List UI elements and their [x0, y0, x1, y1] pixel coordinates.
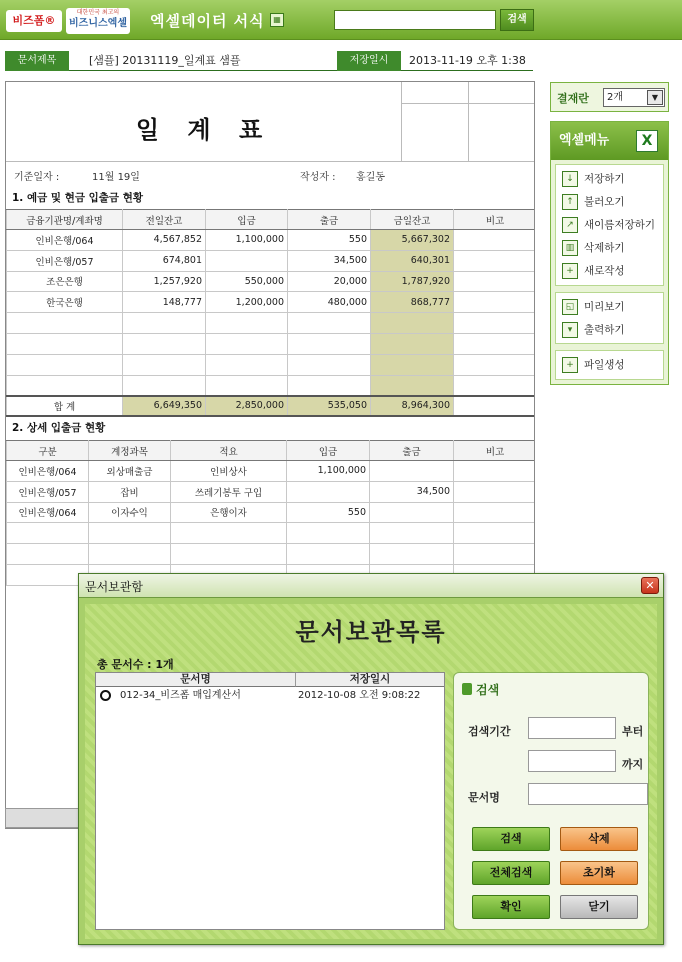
save-icon: ↓	[562, 171, 578, 187]
bizforms-logo[interactable]: 비즈폼®	[6, 10, 62, 32]
table-cell[interactable]	[7, 564, 89, 585]
menu-item-label: 새로작성	[584, 265, 625, 277]
table-row	[7, 502, 536, 523]
table-cell[interactable]	[454, 481, 536, 502]
table-cell[interactable]	[288, 313, 371, 334]
table-cell[interactable]	[206, 250, 288, 271]
search-button[interactable]: 검색	[472, 827, 550, 851]
total-cell[interactable]: 535,050	[288, 396, 371, 416]
table-cell[interactable]	[287, 481, 370, 502]
top-search-button[interactable]: 검색	[500, 9, 534, 31]
table-cell[interactable]: 1,257,920	[123, 271, 206, 292]
table-cell[interactable]: 674,801	[123, 250, 206, 271]
menu-new[interactable]	[562, 261, 625, 281]
table-row	[7, 230, 536, 251]
column-header: 입금	[206, 210, 288, 230]
dialog-title: 문서보관함	[85, 580, 143, 594]
table-cell[interactable]	[7, 333, 123, 354]
table-cell[interactable]	[7, 375, 123, 396]
menu-item-label: 파일생성	[584, 359, 625, 371]
excel-menu-title: 엑셀메뉴	[559, 133, 610, 148]
open-icon: ↑	[562, 194, 578, 210]
table-cell[interactable]	[370, 502, 454, 523]
menu-save[interactable]	[562, 169, 625, 189]
total-cell[interactable]: 합 계	[7, 396, 123, 416]
table-cell[interactable]: 5,667,302	[371, 230, 454, 251]
menu-create-file[interactable]	[562, 355, 625, 375]
deposit-table	[6, 209, 535, 417]
table-cell[interactable]	[288, 375, 371, 396]
approval-box	[550, 82, 669, 112]
doc-title-value: [샘플] 20131119_일계표 샘플	[89, 54, 241, 67]
column-header: 비고	[454, 441, 536, 461]
table-row	[7, 544, 536, 565]
table-cell[interactable]: 148,777	[123, 292, 206, 313]
reset-button[interactable]: 초기화	[560, 861, 638, 885]
section2-title: 2. 상세 입출금 현황	[12, 422, 106, 434]
document-info-bar	[5, 51, 533, 71]
document-count: 총 문서수 : 1개	[97, 658, 174, 671]
dialog-body	[85, 604, 657, 939]
create-file-icon: +	[562, 357, 578, 373]
table-cell[interactable]	[370, 461, 454, 482]
table-cell[interactable]	[7, 313, 123, 334]
table-cell[interactable]: 640,301	[371, 250, 454, 271]
app-title: 엑셀데이터 서식	[150, 12, 265, 30]
dialog-heading: 문서보관목록	[295, 618, 447, 646]
column-header: 계정과목	[89, 441, 171, 461]
table-cell[interactable]	[371, 313, 454, 334]
approval-cell	[402, 104, 469, 162]
table-cell[interactable]	[454, 333, 536, 354]
table-row	[7, 461, 536, 482]
table-cell[interactable]	[89, 544, 171, 565]
menu-group-file	[555, 164, 664, 286]
table-cell[interactable]	[454, 544, 536, 565]
menu-item-label: 미리보기	[584, 301, 625, 313]
dialog-titlebar[interactable]	[79, 574, 663, 598]
chevron-down-icon[interactable]: ▼	[647, 90, 663, 105]
table-cell[interactable]	[206, 313, 288, 334]
table-cell[interactable]	[123, 313, 206, 334]
search-panel-title	[462, 681, 499, 698]
table-cell[interactable]: 잡비	[89, 481, 171, 502]
document-list[interactable]	[95, 672, 445, 930]
bullet-icon	[462, 683, 472, 695]
document-row[interactable]	[100, 689, 440, 703]
excel-menu-header	[551, 122, 668, 160]
table-cell[interactable]	[206, 354, 288, 375]
table-row	[7, 481, 536, 502]
date-label: 기준일자 :	[14, 172, 60, 183]
excel-small-icon: ▦	[270, 13, 284, 27]
row-doc-name: 012-34_비즈폼 매입계산서	[120, 690, 241, 701]
section1-title: 1. 예금 및 현금 입출금 현황	[12, 192, 144, 204]
docname-input[interactable]	[528, 783, 648, 805]
top-search-input[interactable]	[334, 10, 496, 30]
excel-icon: X	[636, 130, 658, 152]
table-cell[interactable]	[288, 333, 371, 354]
menu-group-print	[555, 292, 664, 344]
table-cell[interactable]	[454, 523, 536, 544]
column-header: 출금	[370, 441, 454, 461]
close-icon[interactable]: ✕	[641, 577, 659, 594]
table-row	[7, 354, 536, 375]
ok-button[interactable]: 확인	[472, 895, 550, 919]
col-header-name[interactable]: 문서명	[96, 673, 296, 687]
column-header: 출금	[288, 210, 371, 230]
search-panel-label: 검색	[476, 683, 500, 697]
row-radio[interactable]	[100, 690, 111, 701]
approval-select[interactable]	[603, 88, 665, 107]
approval-selected-value: 2개	[607, 92, 624, 103]
table-cell[interactable]	[454, 354, 536, 375]
new-document-icon: +	[562, 263, 578, 279]
column-header: 적요	[171, 441, 287, 461]
table-cell[interactable]	[287, 544, 370, 565]
table-row	[7, 333, 536, 354]
table-header-row	[7, 441, 536, 461]
table-cell[interactable]: 은행이자	[171, 502, 287, 523]
document-heading: 일 계 표	[135, 116, 273, 144]
total-cell[interactable]: 6,649,350	[123, 396, 206, 416]
table-cell[interactable]	[454, 250, 536, 271]
table-cell[interactable]: 550	[287, 502, 370, 523]
table-header-row	[7, 210, 536, 230]
menu-item-label: 저장하기	[584, 173, 625, 185]
table-cell[interactable]	[7, 523, 89, 544]
menu-preview[interactable]	[562, 297, 625, 317]
table-cell[interactable]	[371, 375, 454, 396]
table-cell[interactable]: 4,567,852	[123, 230, 206, 251]
table-cell[interactable]	[89, 523, 171, 544]
table-cell[interactable]	[454, 461, 536, 482]
menu-load[interactable]	[562, 192, 625, 212]
save-date-value: 2013-11-19 오후 1:38	[409, 54, 526, 67]
from-label: 부터	[622, 725, 644, 738]
table-cell[interactable]	[206, 333, 288, 354]
table-cell[interactable]	[454, 271, 536, 292]
table-cell[interactable]	[454, 502, 536, 523]
table-row	[7, 292, 536, 313]
excel-menu	[550, 121, 669, 385]
table-cell[interactable]: 1,787,920	[371, 271, 454, 292]
logo-tagline: 대한민국 최고의	[76, 9, 120, 16]
period-from-input[interactable]	[528, 717, 616, 739]
table-cell[interactable]: 480,000	[288, 292, 371, 313]
column-header: 입금	[287, 441, 370, 461]
table-cell[interactable]	[171, 523, 287, 544]
save-date-label: 저장일시	[337, 51, 401, 71]
table-cell[interactable]	[7, 354, 123, 375]
table-row	[7, 250, 536, 271]
approval-label: 결재란	[557, 92, 589, 105]
table-cell[interactable]	[371, 354, 454, 375]
table-cell[interactable]	[454, 230, 536, 251]
table-row	[7, 523, 536, 544]
sheet-tab-strip[interactable]	[5, 808, 80, 828]
close-button[interactable]: 닫기	[560, 895, 638, 919]
table-cell[interactable]: 인비은행/064	[7, 502, 89, 523]
approval-cell	[402, 82, 469, 104]
to-label: 까지	[622, 758, 644, 771]
table-cell[interactable]: 1,100,000	[206, 230, 288, 251]
save-as-icon: ↗	[562, 217, 578, 233]
table-cell[interactable]: 외상매출금	[89, 461, 171, 482]
logo-text: 비즈니스엑셀	[69, 18, 127, 29]
table-cell[interactable]	[371, 333, 454, 354]
table-cell[interactable]: 이자수익	[89, 502, 171, 523]
period-to-input[interactable]	[528, 750, 616, 772]
column-header: 비고	[454, 210, 536, 230]
approval-cell	[469, 82, 535, 104]
search-panel	[453, 672, 649, 930]
search-all-button[interactable]: 전체검색	[472, 861, 550, 885]
table-cell[interactable]	[7, 544, 89, 565]
total-row	[7, 396, 536, 416]
table-cell[interactable]	[454, 313, 536, 334]
table-cell[interactable]	[370, 544, 454, 565]
date-value: 11월 19일	[92, 172, 140, 183]
column-header: 금융기관명/계좌명	[7, 210, 123, 230]
col-header-date[interactable]: 저장일시	[296, 673, 444, 687]
table-cell[interactable]	[123, 333, 206, 354]
table-cell[interactable]	[206, 375, 288, 396]
menu-item-label: 출력하기	[584, 324, 625, 336]
delete-button[interactable]: 삭제	[560, 827, 638, 851]
row-doc-date: 2012-10-08 오전 9:08:22	[298, 690, 421, 701]
table-row	[7, 271, 536, 292]
trash-icon: ▥	[562, 240, 578, 256]
table-cell[interactable]: 인비은행/064	[7, 230, 123, 251]
table-cell[interactable]: 34,500	[370, 481, 454, 502]
menu-group-export	[555, 350, 664, 380]
table-cell[interactable]	[454, 375, 536, 396]
menu-item-label: 새이름저장하기	[584, 219, 656, 231]
table-cell[interactable]: 조은은행	[7, 271, 123, 292]
print-icon: ▾	[562, 322, 578, 338]
title-cell	[6, 82, 402, 162]
total-cell[interactable]: 2,850,000	[206, 396, 288, 416]
table-cell[interactable]	[171, 544, 287, 565]
total-cell[interactable]	[454, 396, 536, 416]
table-cell[interactable]	[370, 523, 454, 544]
column-header: 금일잔고	[371, 210, 454, 230]
table-row	[7, 375, 536, 396]
business-excel-logo[interactable]	[66, 8, 130, 34]
menu-item-label: 삭제하기	[584, 242, 625, 254]
preview-icon: ◱	[562, 299, 578, 315]
approval-cell	[469, 104, 535, 162]
table-row	[7, 313, 536, 334]
table-cell[interactable]: 1,200,000	[206, 292, 288, 313]
table-cell[interactable]: 쓰레기봉투 구입	[171, 481, 287, 502]
column-header: 전일잔고	[123, 210, 206, 230]
docname-label: 문서명	[468, 791, 500, 804]
table-cell[interactable]: 한국은행	[7, 292, 123, 313]
column-header: 구분	[7, 441, 89, 461]
table-cell[interactable]	[123, 375, 206, 396]
table-cell[interactable]	[287, 523, 370, 544]
menu-print[interactable]	[562, 320, 625, 340]
table-cell[interactable]: 550,000	[206, 271, 288, 292]
top-bar	[0, 0, 682, 40]
detail-table	[6, 440, 535, 586]
table-cell[interactable]: 868,777	[371, 292, 454, 313]
table-cell[interactable]: 1,100,000	[287, 461, 370, 482]
table-cell[interactable]	[288, 354, 371, 375]
period-label: 검색기간	[468, 725, 511, 738]
table-cell[interactable]: 인비상사	[171, 461, 287, 482]
menu-item-label: 불러오기	[584, 196, 625, 208]
table-cell[interactable]	[454, 292, 536, 313]
table-cell[interactable]: 인비은행/064	[7, 461, 89, 482]
table-cell[interactable]: 인비은행/057	[7, 481, 89, 502]
document-storage-dialog	[78, 573, 664, 945]
author-label: 작성자 :	[300, 172, 336, 183]
table-cell[interactable]: 550	[288, 230, 371, 251]
table-cell[interactable]	[123, 354, 206, 375]
table-cell[interactable]: 20,000	[288, 271, 371, 292]
total-cell[interactable]: 8,964,300	[371, 396, 454, 416]
menu-save-as[interactable]	[562, 215, 655, 235]
menu-delete[interactable]	[562, 238, 625, 258]
author-value: 홍길동	[356, 172, 385, 183]
table-cell[interactable]: 인비은행/057	[7, 250, 123, 271]
table-cell[interactable]: 34,500	[288, 250, 371, 271]
doc-title-label: 문서제목	[5, 51, 69, 71]
